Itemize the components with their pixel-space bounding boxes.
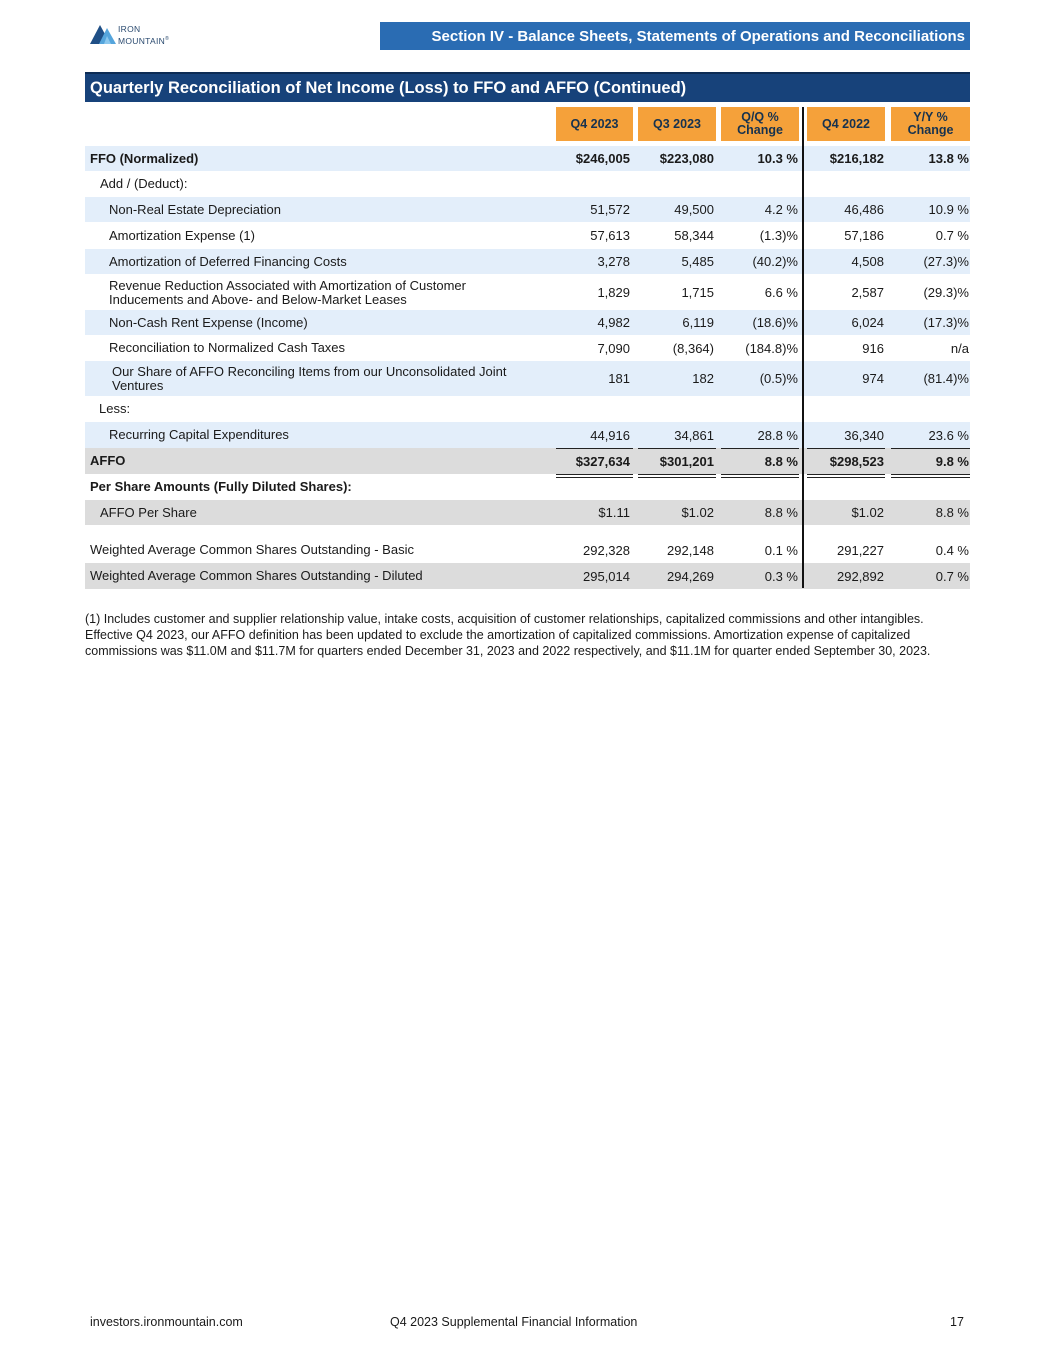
row-value: 0.3 % bbox=[764, 568, 798, 584]
row-label: Non-Cash Rent Expense (Income) bbox=[109, 314, 308, 330]
table-row bbox=[85, 223, 970, 248]
row-value: 23.6 % bbox=[928, 427, 969, 443]
row-value: 34,861 bbox=[674, 427, 714, 443]
table-row bbox=[85, 361, 970, 396]
subtotal-rule bbox=[807, 448, 885, 449]
row-value bbox=[634, 396, 714, 422]
row-value: 10.3 % bbox=[757, 151, 798, 166]
logo-text-iron: IRON bbox=[118, 24, 141, 34]
row-value: 58,344 bbox=[674, 228, 714, 243]
row-value: (18.6)% bbox=[752, 315, 798, 330]
table-row bbox=[85, 310, 970, 335]
row-value: 2,587 bbox=[851, 285, 884, 300]
row-value: (184.8)% bbox=[745, 340, 798, 356]
row-value: $1.02 bbox=[851, 505, 884, 520]
total-double-rule bbox=[638, 477, 716, 478]
col-header-q4-2023: Q4 2023 bbox=[556, 107, 633, 141]
row-value: (29.3)% bbox=[923, 285, 969, 300]
row-value: 10.9 % bbox=[928, 202, 969, 217]
table-row bbox=[85, 249, 970, 274]
row-value: 8.8 % bbox=[935, 505, 969, 520]
row-label: Weighted Average Common Shares Outstanding - Diluted bbox=[90, 568, 423, 583]
row-value: 916 bbox=[862, 340, 884, 356]
row-label: FFO (Normalized) bbox=[90, 150, 199, 166]
footer-website[interactable]: investors.ironmountain.com bbox=[90, 1315, 243, 1329]
row-value: (17.3)% bbox=[923, 315, 969, 330]
row-value bbox=[550, 396, 630, 422]
row-value: $216,182 bbox=[829, 151, 884, 166]
row-value: (1.3)% bbox=[759, 228, 798, 243]
row-label: Per Share Amounts (Fully Diluted Shares): bbox=[90, 478, 352, 494]
row-value bbox=[804, 171, 884, 196]
row-value: 7,090 bbox=[597, 340, 630, 356]
row-label: Non-Real Estate Depreciation bbox=[109, 201, 281, 217]
footer-page-number: 17 bbox=[950, 1315, 964, 1329]
row-value bbox=[718, 396, 798, 422]
total-double-rule bbox=[721, 474, 799, 475]
row-value: 36,340 bbox=[844, 427, 884, 443]
row-value bbox=[889, 171, 969, 196]
row-value: 0.1 % bbox=[764, 542, 798, 558]
row-value: (8,364) bbox=[672, 340, 714, 356]
table-row bbox=[85, 275, 970, 310]
iron-mountain-logo: IRON MOUNTAIN® bbox=[90, 22, 210, 46]
table-row bbox=[85, 422, 970, 448]
table-row bbox=[85, 146, 970, 171]
row-value: 4,508 bbox=[851, 254, 884, 269]
row-value: 181 bbox=[608, 371, 630, 386]
row-value: 0.4 % bbox=[935, 542, 969, 558]
row-value: 46,486 bbox=[844, 202, 884, 217]
table-row bbox=[85, 448, 970, 474]
row-value bbox=[718, 171, 798, 196]
row-value: n/a bbox=[950, 340, 969, 356]
logo-text-mountain: MOUNTAIN bbox=[118, 35, 166, 46]
row-value: 57,186 bbox=[844, 228, 884, 243]
row-label: Weighted Average Common Shares Outstanding - Basic bbox=[90, 542, 414, 557]
row-value: 1,715 bbox=[681, 285, 714, 300]
row-value: (0.5)% bbox=[759, 371, 798, 386]
total-double-rule bbox=[556, 477, 633, 478]
row-value: (27.3)% bbox=[923, 254, 969, 269]
col-header-yy-change: Y/Y % Change bbox=[891, 107, 970, 141]
row-value: 4,982 bbox=[597, 315, 630, 330]
row-value: 8.8 % bbox=[764, 505, 798, 520]
row-value: $301,201 bbox=[659, 453, 714, 469]
table-title-bar bbox=[85, 72, 970, 102]
row-value bbox=[550, 171, 630, 196]
total-double-rule bbox=[638, 474, 716, 475]
row-value: 6.6 % bbox=[764, 285, 798, 300]
section-banner bbox=[380, 22, 970, 50]
row-value: 44,916 bbox=[590, 427, 630, 443]
subtotal-rule bbox=[721, 448, 799, 449]
row-value: 4.2 % bbox=[764, 202, 798, 217]
row-label: Amortization of Deferred Financing Costs bbox=[109, 253, 347, 269]
row-value: 6,024 bbox=[851, 315, 884, 330]
row-value: $1.11 bbox=[598, 505, 630, 520]
row-label: Recurring Capital Expenditures bbox=[109, 427, 289, 442]
row-value: 57,613 bbox=[590, 228, 630, 243]
row-value: $1.02 bbox=[681, 505, 714, 520]
row-value bbox=[804, 396, 884, 422]
col-header-q4-2022: Q4 2022 bbox=[807, 107, 885, 141]
row-label: Revenue Reduction Associated with Amortization of Customer Inducements and Above- and Below-Market Leases bbox=[109, 277, 466, 307]
row-value: 0.7 % bbox=[935, 568, 969, 584]
total-double-rule bbox=[891, 477, 970, 478]
row-value: $327,634 bbox=[575, 453, 630, 469]
total-double-rule bbox=[891, 474, 970, 475]
row-value: 6,119 bbox=[682, 315, 714, 330]
total-double-rule bbox=[807, 474, 885, 475]
table-row bbox=[85, 563, 970, 589]
row-label: Reconciliation to Normalized Cash Taxes bbox=[109, 340, 346, 355]
subtotal-rule bbox=[556, 448, 633, 449]
row-value bbox=[889, 396, 969, 422]
subtotal-rule bbox=[891, 448, 970, 449]
footer-document-title: Q4 2023 Supplemental Financial Information bbox=[390, 1315, 638, 1329]
row-value: 295,014 bbox=[583, 568, 630, 584]
table-row bbox=[85, 396, 970, 422]
row-value: $223,080 bbox=[659, 151, 714, 166]
row-label: Add / (Deduct): bbox=[100, 175, 188, 191]
row-value: $246,005 bbox=[575, 151, 630, 166]
col-header-qq-change: Q/Q % Change bbox=[721, 107, 799, 141]
row-value: 292,328 bbox=[583, 542, 630, 558]
row-value: 1,829 bbox=[597, 285, 630, 300]
row-value: 51,572 bbox=[590, 202, 630, 217]
row-value: 294,269 bbox=[667, 568, 714, 584]
row-value: $298,523 bbox=[829, 453, 884, 469]
row-value: 292,148 bbox=[667, 542, 714, 558]
row-value: 8.8 % bbox=[764, 453, 798, 469]
row-value: 49,500 bbox=[674, 202, 714, 217]
row-value: (40.2)% bbox=[752, 254, 798, 269]
row-value bbox=[634, 171, 714, 196]
subtotal-rule bbox=[638, 448, 716, 449]
row-value: 182 bbox=[692, 371, 714, 386]
total-double-rule bbox=[556, 474, 633, 475]
row-label: Amortization Expense (1) bbox=[109, 227, 255, 243]
total-double-rule bbox=[807, 477, 885, 478]
row-value: 9.8 % bbox=[935, 453, 969, 469]
column-divider bbox=[802, 107, 804, 588]
row-label: AFFO bbox=[90, 453, 126, 468]
row-label: Less: bbox=[99, 401, 131, 416]
section-title: Section IV - Balance Sheets, Statements of Operations and Reconciliations bbox=[431, 27, 965, 45]
table-row bbox=[85, 335, 970, 361]
row-value: 0.7 % bbox=[935, 228, 969, 243]
row-value: 292,892 bbox=[837, 568, 884, 584]
row-value: 291,227 bbox=[837, 542, 884, 558]
table-row bbox=[85, 537, 970, 563]
table-row bbox=[85, 197, 970, 222]
row-label: AFFO Per Share bbox=[100, 504, 197, 520]
row-value: 974 bbox=[862, 371, 884, 386]
row-value: 13.8 % bbox=[928, 151, 969, 166]
row-value: (81.4)% bbox=[923, 371, 969, 386]
table-row bbox=[85, 500, 970, 525]
footnote: (1) Includes customer and supplier relationship value, intake costs, acquisition of customer relationships, capitalized commissions and other intangibles. Effective Q4 2023, our AFFO definition has been updated to exclude the amortization of capitalized commissions. Amortization expense of capitalized commissions was $11.0M and $11.7M for quarters ended December 31, 2023 and 2022 respectively, and $11.1M for quarter ended September 30, 2023. bbox=[85, 612, 931, 658]
table-title: Quarterly Reconciliation of Net Income (Loss) to FFO and AFFO (Continued) bbox=[90, 78, 687, 97]
row-value: 5,485 bbox=[681, 254, 714, 269]
mountain-logo-icon bbox=[90, 22, 118, 44]
row-value: 28.8 % bbox=[757, 427, 798, 443]
total-double-rule bbox=[721, 477, 799, 478]
table-row bbox=[85, 171, 970, 196]
row-value: 3,278 bbox=[597, 254, 630, 269]
col-header-q3-2023: Q3 2023 bbox=[638, 107, 716, 141]
row-label: Our Share of AFFO Reconciling Items from our Unconsolidated Joint Ventures bbox=[112, 363, 507, 393]
